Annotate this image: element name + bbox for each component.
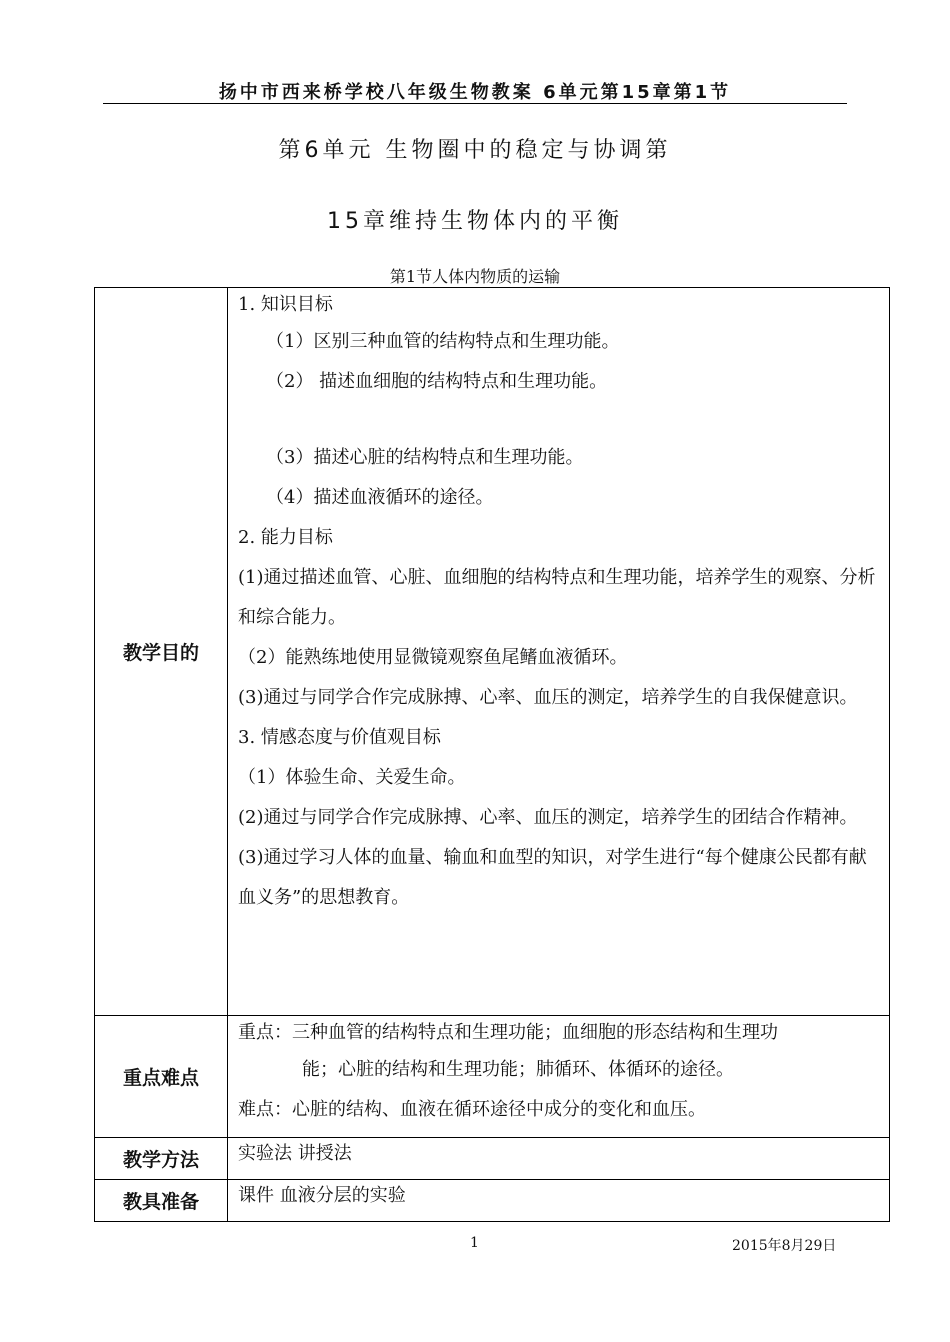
materials-content	[228, 1180, 890, 1222]
objective-line: (3)通过学习人体的血量、输血和血型的知识，对学生进行“每个健康公民都有献血义务”的思想教育。	[238, 847, 867, 908]
focus-line: 重点：三种血管的结构特点和生理功能；血细胞的形态结构和生理功	[238, 1022, 778, 1043]
methods-content	[228, 1138, 890, 1180]
objectives-content	[228, 288, 890, 1016]
header-rule	[103, 103, 847, 104]
methods-text: 实验法 讲授法	[238, 1143, 352, 1164]
document-title-line2: 15章维持生物体内的平衡	[327, 209, 623, 234]
blank-gap	[238, 402, 881, 438]
row-label-materials: 教具准备	[95, 1180, 228, 1222]
focus-line-continued: 能；心脏的结构和生理功能；肺循环、体循环的途径。	[302, 1059, 734, 1080]
objective-line: (2)通过与同学合作完成脉搏、心率、血压的测定，培养学生的团结合作精神。	[238, 807, 858, 828]
objective-line: (1)通过描述血管、心脏、血细胞的结构特点和生理功能，培养学生的观察、分析和综合能力。	[238, 567, 876, 628]
objective-line: （1）区别三种血管的结构特点和生理功能。	[266, 331, 620, 352]
section-subtitle: 第1节人体内物质的运输	[389, 267, 561, 286]
lesson-plan-table	[94, 287, 890, 1222]
row-label-key-points: 重点难点	[95, 1016, 228, 1138]
objective-line: （3）描述心脏的结构特点和生理功能。	[266, 447, 584, 468]
footer-date: 2015年8月29日	[732, 1238, 837, 1254]
page-number: 1	[470, 1235, 479, 1251]
difficulty-line: 难点：心脏的结构、血液在循环途径中成分的变化和血压。	[238, 1099, 706, 1120]
objectives-row	[95, 288, 890, 1016]
objective-line: (3)通过与同学合作完成脉搏、心率、血压的测定，培养学生的自我保健意识。	[238, 687, 858, 708]
methods-row	[95, 1138, 890, 1180]
key-points-content	[228, 1016, 890, 1138]
row-label-objectives: 教学目的	[95, 288, 228, 1016]
objective-line: （2）能熟练地使用显微镜观察鱼尾鳍血液循环。	[238, 647, 628, 668]
document-title-line1: 第6单元 生物圈中的稳定与协调第	[278, 138, 672, 163]
materials-text: 课件 血液分层的实验	[238, 1185, 406, 1206]
objective-line: （2） 描述血细胞的结构特点和生理功能。	[266, 371, 608, 392]
objective-line: （1）体验生命、关爱生命。	[238, 767, 466, 788]
page-header: 扬中市西来桥学校八年级生物教案 6单元第15章第1节	[218, 82, 732, 103]
objective-line: 3. 情感态度与价值观目标	[238, 727, 441, 748]
objective-line: 2. 能力目标	[238, 527, 333, 548]
objective-line: （4）描述血液循环的途径。	[266, 487, 494, 508]
row-label-methods: 教学方法	[95, 1138, 228, 1180]
materials-row	[95, 1180, 890, 1222]
key-points-row	[95, 1016, 890, 1138]
objective-line: 1. 知识目标	[238, 294, 333, 315]
